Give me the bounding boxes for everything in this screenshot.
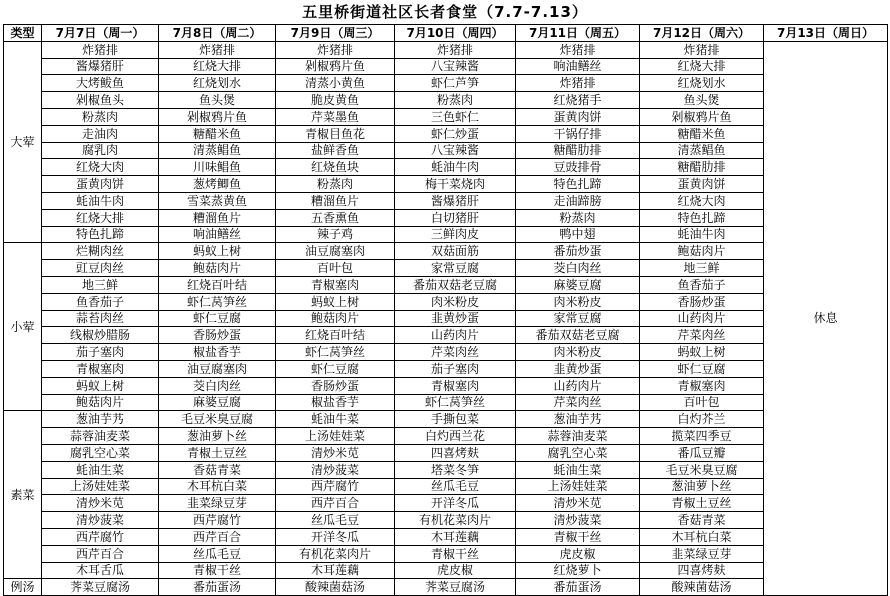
- table-row: [4, 428, 888, 445]
- category-cell: 例汤: [4, 579, 42, 596]
- dish-cell: 红烧大排: [159, 58, 276, 75]
- dish-cell: 虾仁莴笋丝: [395, 394, 516, 411]
- dish-cell: 蛋黄肉饼: [42, 176, 159, 193]
- dish-cell: 蚝油牛肉: [42, 192, 159, 209]
- dish-cell: 蚝油牛菜: [276, 411, 395, 428]
- table-row: [4, 159, 888, 176]
- dish-cell: 虾仁豆腐: [276, 360, 395, 377]
- header-cell-day: 7月7日（周一）: [42, 25, 159, 42]
- header-cell-day: 7月10日（周四）: [395, 25, 516, 42]
- dish-cell: 腐乳空心菜: [42, 444, 159, 461]
- dish-cell: 葱油萝卜丝: [640, 478, 764, 495]
- category-cell: 素菜: [4, 411, 42, 579]
- dish-cell: 木耳舌瓜: [42, 562, 159, 579]
- dish-cell: 青椒目鱼花: [276, 125, 395, 142]
- dish-cell: 葱油萝卜丝: [159, 428, 276, 445]
- dish-cell: 线椒炒腊肠: [42, 327, 159, 344]
- table-row: [4, 562, 888, 579]
- table-row: [4, 176, 888, 193]
- dish-cell: 荠菜豆腐汤: [42, 579, 159, 596]
- category-cell: 小荤: [4, 243, 42, 411]
- table-row: [4, 276, 888, 293]
- dish-cell: 丝瓜毛豆: [276, 512, 395, 529]
- dish-cell: 香菇青菜: [159, 461, 276, 478]
- dish-cell: 白灼西兰花: [395, 428, 516, 445]
- dish-cell: 地三鲜: [640, 260, 764, 277]
- dish-cell: 香肠炒蛋: [159, 327, 276, 344]
- dish-cell: 辣子鸡: [276, 226, 395, 243]
- dish-cell: 八宝辣酱: [395, 142, 516, 159]
- dish-cell: 鲍菇肉片: [276, 310, 395, 327]
- dish-cell: 茭白肉丝: [516, 260, 640, 277]
- dish-cell: 豆豉排骨: [516, 159, 640, 176]
- dish-cell: 剁椒鸦片鱼: [159, 108, 276, 125]
- dish-cell: 豇豆肉丝: [42, 260, 159, 277]
- dish-cell: 茭白肉丝: [159, 377, 276, 394]
- header-cell-day: 7月8日（周二）: [159, 25, 276, 42]
- table-row: [4, 142, 888, 159]
- table-row: [4, 92, 888, 109]
- dish-cell: 有机花菜肉片: [395, 512, 516, 529]
- dish-cell: 手撕包菜: [395, 411, 516, 428]
- dish-cell: 丝瓜毛豆: [395, 478, 516, 495]
- dish-cell: 西芹百合: [276, 495, 395, 512]
- dish-cell: 青椒塞肉: [640, 377, 764, 394]
- dish-cell: 白切猪肝: [395, 209, 516, 226]
- dish-cell: 清炒菠菜: [516, 512, 640, 529]
- table-row: [4, 495, 888, 512]
- table-row: [4, 579, 888, 596]
- dish-cell: 红烧划水: [640, 75, 764, 92]
- dish-cell: 炸猪排: [395, 41, 516, 58]
- table-row: [4, 192, 888, 209]
- dish-cell: 地三鲜: [42, 276, 159, 293]
- dish-cell: 清炒菠菜: [42, 512, 159, 529]
- dish-cell: 响油鳝丝: [516, 58, 640, 75]
- dish-cell: 鱼头煲: [640, 92, 764, 109]
- dish-cell: 韭菜绿豆芽: [640, 545, 764, 562]
- dish-cell: 鲍菇肉片: [159, 260, 276, 277]
- dish-cell: 四喜烤麸: [640, 562, 764, 579]
- dish-cell: 西芹百合: [42, 545, 159, 562]
- dish-cell: 红烧大排: [42, 209, 159, 226]
- dish-cell: 青椒土豆丝: [640, 495, 764, 512]
- table-row: [4, 260, 888, 277]
- dish-cell: 荠菜豆腐汤: [395, 579, 516, 596]
- dish-cell: 百叶包: [640, 394, 764, 411]
- table-row: [4, 41, 888, 58]
- page-title: 五里桥街道社区长者食堂（7.7-7.13）: [302, 3, 588, 21]
- dish-cell: 油豆腐塞肉: [276, 243, 395, 260]
- dish-cell: 葱油芋艿: [42, 411, 159, 428]
- dish-cell: 麻婆豆腐: [516, 276, 640, 293]
- dish-cell: 八宝辣酱: [395, 58, 516, 75]
- dish-cell: 鲍菇肉片: [640, 243, 764, 260]
- dish-cell: 清蒸鲳鱼: [159, 142, 276, 159]
- dish-cell: 木耳莲藕: [395, 528, 516, 545]
- dish-cell: 红烧鱼块: [276, 159, 395, 176]
- dish-cell: 粉蒸肉: [395, 92, 516, 109]
- dish-cell: 虎皮椒: [516, 545, 640, 562]
- dish-cell: 虾仁豆腐: [640, 360, 764, 377]
- dish-cell: 芹菜肉丝: [516, 394, 640, 411]
- dish-cell: 上汤娃娃菜: [276, 428, 395, 445]
- dish-cell: 虾仁芦笋: [395, 75, 516, 92]
- dish-cell: 烂糊肉丝: [42, 243, 159, 260]
- dish-cell: 葱烤鲫鱼: [159, 176, 276, 193]
- dish-cell: 肉米粉皮: [395, 293, 516, 310]
- dish-cell: 走油蹄膀: [516, 192, 640, 209]
- dish-cell: 炸猪排: [516, 41, 640, 58]
- dish-cell: 山药肉片: [516, 377, 640, 394]
- dish-cell: 清炒菠菜: [276, 461, 395, 478]
- dish-cell: 蚝油牛肉: [640, 226, 764, 243]
- dish-cell: 白灼芥兰: [640, 411, 764, 428]
- header-cell-type: 类型: [4, 25, 42, 42]
- dish-cell: 番茄炒蛋: [516, 243, 640, 260]
- dish-cell: 鱼香茄子: [640, 276, 764, 293]
- dish-cell: 蛋黄肉饼: [640, 176, 764, 193]
- header-cell-day: 7月12日（周六）: [640, 25, 764, 42]
- table-row: [4, 545, 888, 562]
- dish-cell: 红烧萝卜: [516, 562, 640, 579]
- dish-cell: 红烧百叶结: [276, 327, 395, 344]
- dish-cell: 麻婆豆腐: [159, 394, 276, 411]
- table-row: [4, 360, 888, 377]
- dish-cell: 揽菜四季豆: [640, 428, 764, 445]
- dish-cell: 番瓜豆瓣: [640, 444, 764, 461]
- dish-cell: 清炒米苋: [516, 495, 640, 512]
- dish-cell: 韭菜绿豆芽: [159, 495, 276, 512]
- dish-cell: 蚂蚁上树: [42, 377, 159, 394]
- dish-cell: 木耳杭白菜: [640, 528, 764, 545]
- dish-cell: 酸辣菌菇汤: [640, 579, 764, 596]
- dish-cell: 青椒干丝: [159, 562, 276, 579]
- dish-cell: 粉蒸肉: [276, 176, 395, 193]
- dish-cell: 红烧大肉: [42, 159, 159, 176]
- dish-cell: 剁椒鱼头: [42, 92, 159, 109]
- menu-table: [3, 24, 888, 596]
- dish-cell: 蚂蚁上树: [159, 243, 276, 260]
- table-row: [4, 209, 888, 226]
- dish-cell: 糖醋米鱼: [640, 125, 764, 142]
- dish-cell: 蚂蚁上树: [640, 344, 764, 361]
- dish-cell: 炸猪排: [276, 41, 395, 58]
- dish-cell: 蒜苔肉丝: [42, 310, 159, 327]
- table-row: [4, 327, 888, 344]
- sunday-rest-cell: 休息: [764, 41, 888, 595]
- table-row: [4, 125, 888, 142]
- table-row: [4, 310, 888, 327]
- dish-cell: 青椒塞肉: [276, 276, 395, 293]
- dish-cell: 青椒塞肉: [395, 377, 516, 394]
- dish-cell: 大烤鲅鱼: [42, 75, 159, 92]
- dish-cell: 特色扎蹄: [640, 209, 764, 226]
- dish-cell: 香肠炒蛋: [276, 377, 395, 394]
- header-cell-day: 7月11日（周五）: [516, 25, 640, 42]
- dish-cell: 木耳莲藕: [276, 562, 395, 579]
- dish-cell: 山药肉片: [640, 310, 764, 327]
- dish-cell: 虾仁豆腐: [159, 310, 276, 327]
- dish-cell: 清炒米苋: [42, 495, 159, 512]
- dish-cell: 糖醋米鱼: [159, 125, 276, 142]
- dish-cell: 红烧划水: [159, 75, 276, 92]
- dish-cell: 三鲜肉皮: [395, 226, 516, 243]
- dish-cell: 走油肉: [42, 125, 159, 142]
- dish-cell: 糟溜鱼片: [159, 209, 276, 226]
- dish-cell: 鱼头煲: [159, 92, 276, 109]
- header-cell-day: 7月9日（周三）: [276, 25, 395, 42]
- dish-cell: 酱爆猪肝: [395, 192, 516, 209]
- dish-cell: 三色虾仁: [395, 108, 516, 125]
- dish-cell: 川味鲳鱼: [159, 159, 276, 176]
- table-row: [4, 377, 888, 394]
- dish-cell: 虎皮椒: [395, 562, 516, 579]
- dish-cell: 西芹腐竹: [159, 512, 276, 529]
- dish-cell: 香肠炒蛋: [640, 293, 764, 310]
- dish-cell: 剁椒鸦片鱼: [640, 108, 764, 125]
- table-row: [4, 58, 888, 75]
- dish-cell: 上汤娃娃菜: [516, 478, 640, 495]
- dish-cell: 梅干菜烧肉: [395, 176, 516, 193]
- dish-cell: 蚂蚁上树: [276, 293, 395, 310]
- dish-cell: 腐乳肉: [42, 142, 159, 159]
- header-row: [4, 25, 888, 42]
- dish-cell: 芹菜肉丝: [640, 327, 764, 344]
- table-row: [4, 461, 888, 478]
- dish-cell: 西芹腐竹: [276, 478, 395, 495]
- dish-cell: 糟溜鱼片: [276, 192, 395, 209]
- dish-cell: 炸猪排: [640, 41, 764, 58]
- table-row: [4, 411, 888, 428]
- dish-cell: 特色扎蹄: [42, 226, 159, 243]
- dish-cell: 粉蒸肉: [42, 108, 159, 125]
- table-row: [4, 75, 888, 92]
- dish-cell: 毛豆米臭豆腐: [640, 461, 764, 478]
- dish-cell: 糖醋肋排: [640, 159, 764, 176]
- dish-cell: 家常豆腐: [516, 310, 640, 327]
- dish-cell: 蒜蓉油麦菜: [516, 428, 640, 445]
- table-row: [4, 394, 888, 411]
- dish-cell: 肉米粉皮: [516, 293, 640, 310]
- dish-cell: 葱油芋艿: [516, 411, 640, 428]
- category-cell: 大荤: [4, 41, 42, 243]
- dish-cell: 韭黄炒蛋: [516, 360, 640, 377]
- dish-cell: 雪菜蒸黄鱼: [159, 192, 276, 209]
- dish-cell: 茄子塞肉: [42, 344, 159, 361]
- table-row: [4, 108, 888, 125]
- dish-cell: 虾仁莴笋丝: [159, 293, 276, 310]
- dish-cell: 油豆腐塞肉: [159, 360, 276, 377]
- dish-cell: 清炒米苋: [276, 444, 395, 461]
- dish-cell: 木耳杭白菜: [159, 478, 276, 495]
- table-row: [4, 293, 888, 310]
- dish-cell: 上汤娃娃菜: [42, 478, 159, 495]
- dish-cell: 青椒土豆丝: [159, 444, 276, 461]
- dish-cell: 蒜蓉油麦菜: [42, 428, 159, 445]
- dish-cell: 芹菜墨鱼: [276, 108, 395, 125]
- dish-cell: 鱼香茄子: [42, 293, 159, 310]
- dish-cell: 双菇面筋: [395, 243, 516, 260]
- dish-cell: 炸猪排: [516, 75, 640, 92]
- dish-cell: 蚝油生菜: [516, 461, 640, 478]
- dish-cell: 家常豆腐: [395, 260, 516, 277]
- dish-cell: 炸猪排: [42, 41, 159, 58]
- table-row: [4, 226, 888, 243]
- dish-cell: 塔菜冬笋: [395, 461, 516, 478]
- dish-cell: 腐乳空心菜: [516, 444, 640, 461]
- dish-cell: 香菇青菜: [640, 512, 764, 529]
- dish-cell: 有机花菜肉片: [276, 545, 395, 562]
- table-row: [4, 243, 888, 260]
- dish-cell: 响油鳝丝: [159, 226, 276, 243]
- dish-cell: 开洋冬瓜: [395, 495, 516, 512]
- dish-cell: 丝瓜毛豆: [159, 545, 276, 562]
- dish-cell: 酸辣菌菇汤: [276, 579, 395, 596]
- dish-cell: 青椒干丝: [395, 545, 516, 562]
- dish-cell: 盐鲜香鱼: [276, 142, 395, 159]
- dish-cell: 清蒸小黄鱼: [276, 75, 395, 92]
- table-row: [4, 528, 888, 545]
- dish-cell: 开洋冬瓜: [276, 528, 395, 545]
- table-row: [4, 344, 888, 361]
- dish-cell: 椒盐香芋: [276, 394, 395, 411]
- dish-cell: 蚝油牛肉: [395, 159, 516, 176]
- menu-body: [4, 41, 888, 595]
- dish-cell: 番茄蛋汤: [159, 579, 276, 596]
- dish-cell: 虾仁炒蛋: [395, 125, 516, 142]
- dish-cell: 西芹腐竹: [42, 528, 159, 545]
- dish-cell: 番茄蛋汤: [516, 579, 640, 596]
- dish-cell: 青椒塞肉: [42, 360, 159, 377]
- dish-cell: 百叶包: [276, 260, 395, 277]
- dish-cell: 剁椒鸦片鱼: [276, 58, 395, 75]
- dish-cell: 酱爆猪肝: [42, 58, 159, 75]
- header-cell-day: 7月13日（周日）: [764, 25, 888, 42]
- dish-cell: 青椒干丝: [516, 528, 640, 545]
- dish-cell: 干锅仔排: [516, 125, 640, 142]
- dish-cell: 炸猪排: [159, 41, 276, 58]
- dish-cell: 番茄双菇老豆腐: [516, 327, 640, 344]
- table-row: [4, 478, 888, 495]
- dish-cell: 茄子塞肉: [395, 360, 516, 377]
- dish-cell: 鸭中翅: [516, 226, 640, 243]
- dish-cell: 四喜烤麸: [395, 444, 516, 461]
- dish-cell: 虾仁莴笋丝: [276, 344, 395, 361]
- dish-cell: 脆皮黄鱼: [276, 92, 395, 109]
- dish-cell: 特色扎蹄: [516, 176, 640, 193]
- dish-cell: 糖醋肋排: [516, 142, 640, 159]
- dish-cell: 西芹百合: [159, 528, 276, 545]
- dish-cell: 蚝油生菜: [42, 461, 159, 478]
- dish-cell: 红烧百叶结: [159, 276, 276, 293]
- dish-cell: 芹菜肉丝: [395, 344, 516, 361]
- dish-cell: 红烧猪手: [516, 92, 640, 109]
- dish-cell: 红烧大肉: [640, 192, 764, 209]
- dish-cell: 韭黄炒蛋: [395, 310, 516, 327]
- dish-cell: 五香熏鱼: [276, 209, 395, 226]
- dish-cell: 蛋黄肉饼: [516, 108, 640, 125]
- dish-cell: 山药肉片: [395, 327, 516, 344]
- dish-cell: 清蒸鲳鱼: [640, 142, 764, 159]
- table-row: [4, 444, 888, 461]
- dish-cell: 椒盐香芋: [159, 344, 276, 361]
- dish-cell: 肉米粉皮: [516, 344, 640, 361]
- dish-cell: 粉蒸肉: [516, 209, 640, 226]
- dish-cell: 番茄双菇老豆腐: [395, 276, 516, 293]
- dish-cell: 鲍菇肉片: [42, 394, 159, 411]
- dish-cell: 红烧大排: [640, 58, 764, 75]
- dish-cell: 毛豆米臭豆腐: [159, 411, 276, 428]
- table-row: [4, 512, 888, 529]
